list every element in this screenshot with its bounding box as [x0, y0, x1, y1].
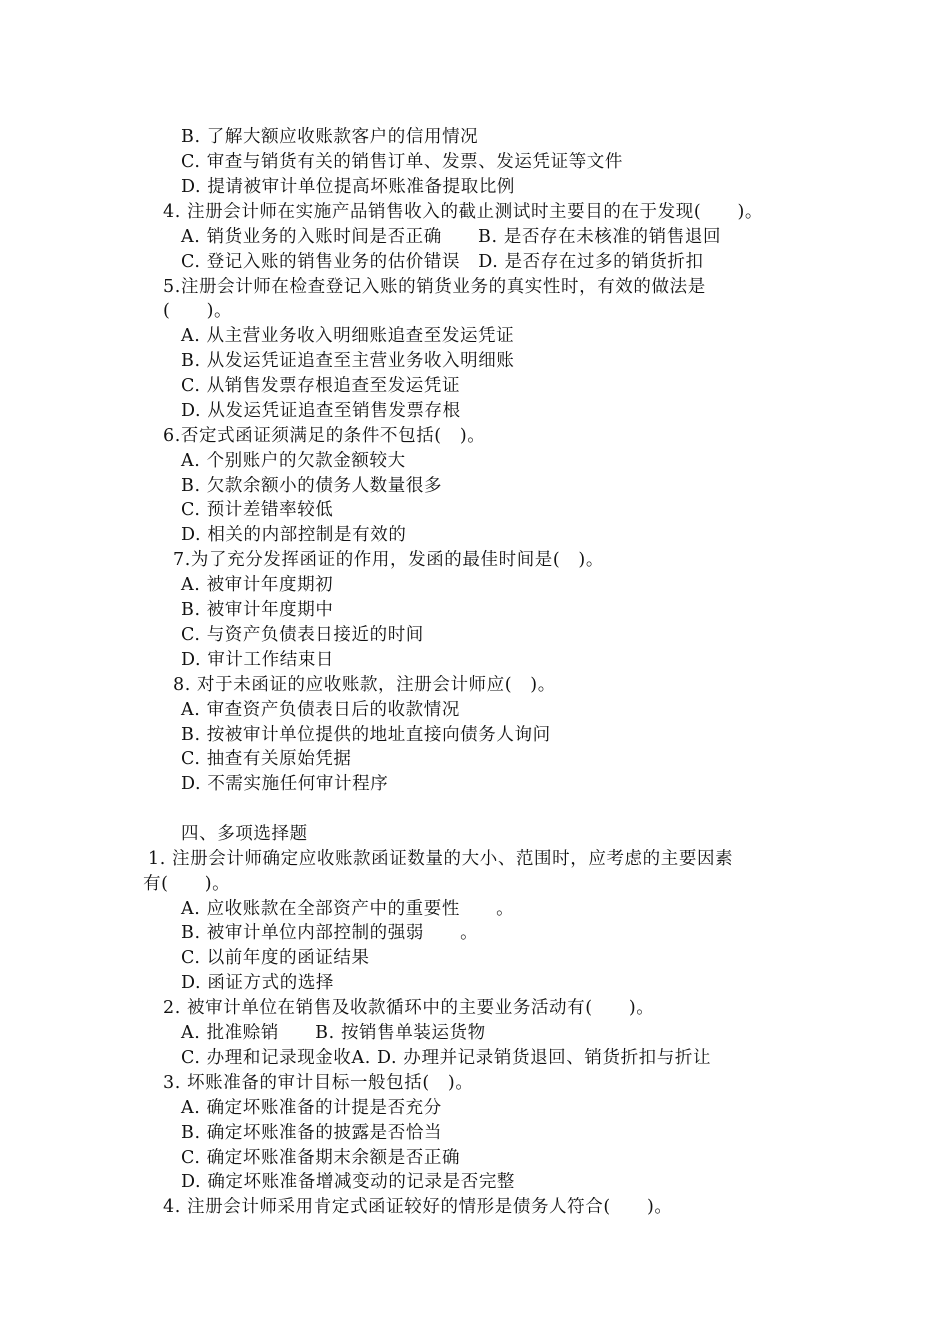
option-line: D. 不需实施任何审计程序: [181, 774, 389, 794]
question-line: 有( )。: [143, 874, 231, 894]
option-line: C. 以前年度的函证结果: [181, 948, 370, 968]
option-line: C. 登记入账的销售业务的估价错误 D. 是否存在过多的销货折扣: [181, 252, 704, 272]
option-line: B. 从发运凭证追查至主营业务收入明细账: [181, 351, 515, 371]
option-line: D. 确定坏账准备增减变动的记录是否完整: [181, 1172, 516, 1192]
option-line: B. 按被审计单位提供的地址直接向债务人询问: [181, 725, 551, 745]
question-line: ( )。: [163, 301, 233, 321]
question-line: 7.为了充分发挥函证的作用，发函的最佳时间是( )。: [173, 550, 604, 570]
option-line: C. 从销售发票存根追查至发运凭证: [181, 376, 461, 396]
option-line: A. 批准赊销 B. 按销售单装运货物: [181, 1023, 486, 1043]
question-line: 4. 注册会计师采用肯定式函证较好的情形是债务人符合( )。: [163, 1197, 673, 1217]
question-line: 3. 坏账准备的审计目标一般包括( )。: [163, 1073, 474, 1093]
option-line: D. 从发运凭证追查至销售发票存根: [181, 401, 461, 421]
question-line: 8. 对于未函证的应收账款，注册会计师应( )。: [173, 675, 556, 695]
option-line: B. 被审计单位内部控制的强弱 。: [181, 923, 479, 943]
option-line: A. 应收账款在全部资产中的重要性 。: [181, 899, 515, 919]
option-line: C. 抽查有关原始凭据: [181, 749, 352, 769]
question-line: 2. 被审计单位在销售及收款循环中的主要业务活动有( )。: [163, 998, 655, 1018]
option-line: B. 了解大额应收账款客户的信用情况: [181, 127, 479, 147]
question-line: 1. 注册会计师确定应收账款函证数量的大小、范围时，应考虑的主要因素: [148, 849, 734, 869]
option-line: C. 与资产负债表日接近的时间: [181, 625, 424, 645]
option-line: C. 确定坏账准备期末余额是否正确: [181, 1148, 461, 1168]
option-line: A. 从主营业务收入明细账追查至发运凭证: [181, 326, 515, 346]
option-line: C. 预计差错率较低: [181, 500, 334, 520]
section-heading: 四、多项选择题: [181, 824, 308, 844]
option-line: D. 函证方式的选择: [181, 973, 335, 993]
option-line: A. 销货业务的入账时间是否正确 B. 是否存在未核准的销售退回: [181, 227, 722, 247]
question-line: 4. 注册会计师在实施产品销售收入的截止测试时主要目的在于发现( )。: [163, 202, 764, 222]
option-line: D. 审计工作结束日: [181, 650, 335, 670]
option-line: B. 被审计年度期中: [181, 600, 334, 620]
option-line: B. 确定坏账准备的披露是否恰当: [181, 1123, 443, 1143]
question-line: 5.注册会计师在检查登记入账的销货业务的真实性时，有效的做法是: [163, 277, 706, 297]
option-line: D. 提请被审计单位提高坏账准备提取比例: [181, 177, 516, 197]
question-line: 6.否定式函证须满足的条件不包括( )。: [163, 426, 486, 446]
option-line: D. 相关的内部控制是有效的: [181, 525, 407, 545]
option-line: A. 被审计年度期初: [181, 575, 334, 595]
option-line: C. 办理和记录现金收A. D. 办理并记录销货退回、销货折扣与折让: [181, 1048, 712, 1068]
option-line: C. 审查与销货有关的销售订单、发票、发运凭证等文件: [181, 152, 623, 172]
option-line: A. 个别账户的欠款金额较大: [181, 451, 406, 471]
option-line: A. 审查资产负债表日后的收款情况: [181, 700, 460, 720]
option-line: A. 确定坏账准备的计提是否充分: [181, 1098, 442, 1118]
option-line: B. 欠款余额小的债务人数量很多: [181, 476, 443, 496]
